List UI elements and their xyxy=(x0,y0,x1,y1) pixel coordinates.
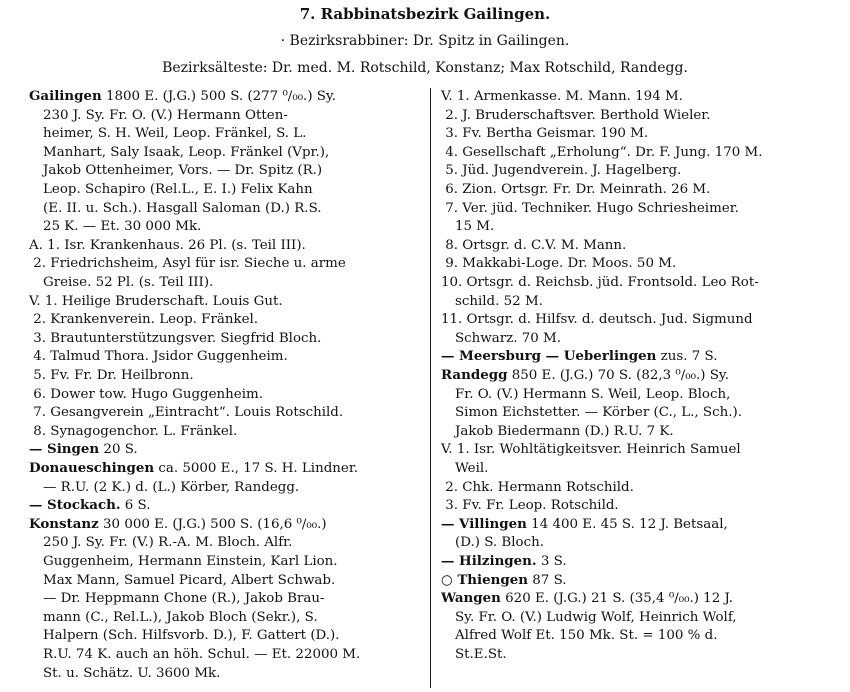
line-text: Manhart, Saly Isaak, Leop. Fränkel (Vpr.), xyxy=(43,144,330,160)
line-text: Jakob Biedermann (D.) R.U. 7 K. xyxy=(455,423,674,439)
text-line xyxy=(29,590,325,607)
text-line xyxy=(441,88,683,105)
place-name: — Villingen xyxy=(441,515,527,532)
text-line xyxy=(441,274,759,291)
line-text: Leop. Schapiro (Rel.L., E. I.) Felix Kahn xyxy=(43,182,313,197)
line-text: 3 S. xyxy=(536,554,567,569)
text-line xyxy=(29,367,194,384)
text-line xyxy=(29,609,318,626)
text-line xyxy=(441,237,626,254)
text-line xyxy=(441,125,648,142)
line-text: Schwarz. 70 M. xyxy=(455,330,561,346)
line-text: 20 S. xyxy=(99,442,138,458)
line-text: Fr. O. (V.) Hermann S. Weil, Leop. Bloch, xyxy=(455,386,731,402)
line-text: ca. 5000 E., 17 S. H. Lindner. xyxy=(154,461,359,476)
text-line xyxy=(441,590,733,607)
text-line xyxy=(29,534,292,551)
line-text: 15 M. xyxy=(455,219,495,235)
text-line xyxy=(441,609,737,626)
place-name: ○ Thiengen xyxy=(441,571,529,588)
place-name: — Meersburg — Ueberlingen xyxy=(441,348,657,365)
line-text: 6. Zion. Ortsgr. Fr. Dr. Meinrath. 26 M. xyxy=(441,182,711,197)
line-text: 2. J. Bruderschaftsver. Berthold Wieler. xyxy=(441,107,711,123)
text-line xyxy=(29,144,329,161)
line-text: 230 J. Sy. Fr. O. (V.) Hermann Otten- xyxy=(43,107,288,123)
text-line xyxy=(29,88,336,105)
line-text: 6 S. xyxy=(120,498,151,514)
place-name: — Hilzingen. xyxy=(441,553,537,569)
line-text: 3. Brautunterstützungsver. Siegfrid Bloch. xyxy=(29,330,322,346)
text-line xyxy=(29,125,306,142)
line-text: 7. Ver. jüd. Techniker. Hugo Schriesheimer. xyxy=(441,200,739,216)
text-line xyxy=(441,460,488,477)
line-text: Weil. xyxy=(455,461,489,476)
line-text: 25 K. — Et. 30 000 Mk. xyxy=(43,219,202,235)
text-line xyxy=(29,181,313,198)
line-text: Max Mann, Samuel Picard, Albert Schwab. xyxy=(43,572,336,588)
line-text: 250 J. Sy. Fr. (V.) R.-A. M. Bloch. Alfr. xyxy=(43,535,293,551)
text-line xyxy=(29,627,340,644)
line-text: 2. Chk. Hermann Rotschild. xyxy=(441,479,634,495)
place-name: Konstanz xyxy=(29,515,99,532)
text-line xyxy=(441,572,567,589)
text-line xyxy=(441,497,619,514)
line-text: V. 1. Isr. Wohltätigkeitsver. Heinrich Samuel xyxy=(441,442,741,458)
text-line xyxy=(29,200,322,217)
text-line xyxy=(29,293,283,310)
line-text: V. 1. Heilige Bruderschaft. Louis Gut. xyxy=(29,293,283,309)
line-text: St. u. Schätz. U. 3600 Mk. xyxy=(43,665,221,681)
text-line xyxy=(441,218,494,235)
text-line xyxy=(441,441,741,458)
text-line xyxy=(29,460,358,477)
line-text: St.E.St. xyxy=(455,647,507,662)
line-text: 6. Dower tow. Hugo Guggenheim. xyxy=(29,386,263,402)
line-text: A. 1. Isr. Krankenhaus. 26 Pl. (s. Teil III). xyxy=(29,237,306,253)
line-text: Guggenheim, Hermann Einstein, Karl Lion. xyxy=(43,554,338,569)
line-text: 30 000 E. (J.G.) 500 S. (16,6 ⁰/₀₀.) xyxy=(98,516,327,532)
text-line xyxy=(29,516,327,533)
text-line xyxy=(441,386,730,403)
text-line xyxy=(441,144,762,161)
text-line xyxy=(441,200,739,217)
text-line xyxy=(29,404,343,421)
district-rabbi-line: · Bezirksrabbiner: Dr. Spitz in Gailingen. xyxy=(280,33,570,49)
line-text: Jakob Ottenheimer, Vors. — Dr. Spitz (R.) xyxy=(43,163,323,179)
line-text: 5. Jüd. Jugendverein. J. Hagelberg. xyxy=(441,163,682,179)
line-text: Greise. 52 Pl. (s. Teil III). xyxy=(43,275,214,290)
text-line xyxy=(29,441,138,458)
text-line xyxy=(29,497,151,514)
text-line xyxy=(29,423,237,440)
line-text: zus. 7 S. xyxy=(656,349,718,365)
text-line xyxy=(29,274,213,291)
text-line xyxy=(29,107,288,124)
text-line xyxy=(441,311,753,328)
line-text: 2. Krankenverein. Leop. Fränkel. xyxy=(29,312,259,328)
text-line xyxy=(441,423,674,440)
line-text: 850 E. (J.G.) 70 S. (82,3 ⁰/₀₀.) Sy. xyxy=(507,368,729,383)
text-line xyxy=(29,237,306,254)
place-name: Gailingen xyxy=(29,88,102,104)
text-line xyxy=(29,386,263,403)
line-text: Sy. Fr. O. (V.) Ludwig Wolf, Heinrich Wolf, xyxy=(455,609,737,625)
line-text: (D.) S. Bloch. xyxy=(455,535,544,551)
text-line xyxy=(29,255,346,272)
text-line xyxy=(441,181,710,198)
text-line xyxy=(29,218,201,235)
line-text: 2. Friedrichsheim, Asyl für isr. Sieche u. arme xyxy=(29,256,346,272)
text-line xyxy=(441,534,544,551)
text-line xyxy=(441,255,676,272)
line-text: 1800 E. (J.G.) 500 S. (277 ⁰/₀₀.) Sy. xyxy=(101,89,337,104)
line-text: — R.U. (2 K.) d. (L.) Körber, Randegg. xyxy=(43,479,300,495)
text-line xyxy=(29,553,338,570)
line-text: 9. Makkabi-Loge. Dr. Moos. 50 M. xyxy=(441,256,677,272)
line-text: 4. Gesellschaft „Erholung“. Dr. F. Jung. 170 M. xyxy=(441,144,763,160)
line-text: heimer, S. H. Weil, Leop. Fränkel, S. L. xyxy=(43,126,307,142)
text-line xyxy=(441,330,561,347)
line-text: 87 S. xyxy=(528,572,567,588)
text-line xyxy=(29,479,299,496)
text-line xyxy=(441,348,717,365)
district-elders-line: Bezirksälteste: Dr. med. M. Rotschild, Konstanz; Max Rotschild, Randegg. xyxy=(162,60,688,76)
place-name: Wangen xyxy=(441,590,501,607)
line-text: 3. Fv. Fr. Leop. Rotschild. xyxy=(441,498,619,514)
text-line xyxy=(29,646,360,663)
text-line xyxy=(29,572,335,589)
line-text: — Dr. Heppmann Chone (R.), Jakob Brau- xyxy=(43,591,325,607)
text-line xyxy=(441,553,567,570)
text-line xyxy=(441,367,729,384)
line-text: 8. Synagogenchor. L. Fränkel. xyxy=(29,423,238,439)
line-text: Halpern (Sch. Hilfsvorb. D.), F. Gattert (D.). xyxy=(43,628,340,644)
line-text: Alfred Wolf Et. 150 Mk. St. = 100 % d. xyxy=(455,628,718,644)
text-line xyxy=(441,162,681,179)
line-text: 14 400 E. 45 S. 12 J. Betsaal, xyxy=(526,516,728,532)
place-name: Donaueschingen xyxy=(29,460,155,476)
line-text: 10. Ortsgr. d. Reichsb. jüd. Frontsold. Leo Rot- xyxy=(441,275,759,290)
text-line xyxy=(29,162,322,179)
text-line xyxy=(441,404,742,421)
line-text: mann (C., Rel.L.), Jakob Bloch (Sekr.), S. xyxy=(43,609,318,625)
text-line xyxy=(29,311,258,328)
line-text: (E. II. u. Sch.). Hasgall Saloman (D.) R.S. xyxy=(43,200,322,216)
place-name: — Singen xyxy=(29,441,100,458)
line-text: 8. Ortsgr. d. C.V. M. Mann. xyxy=(441,237,627,253)
text-line xyxy=(441,627,717,644)
text-line xyxy=(441,516,728,533)
line-text: R.U. 74 K. auch an höh. Schul. — Et. 22000 M. xyxy=(43,647,361,662)
place-name: — Stockach. xyxy=(29,497,121,514)
text-line xyxy=(441,293,543,310)
text-line xyxy=(29,665,220,682)
line-text: 7. Gesangverein „Eintracht“. Louis Rotschild. xyxy=(29,405,344,421)
line-text: 5. Fv. Fr. Dr. Heilbronn. xyxy=(29,368,194,383)
line-text: 620 E. (J.G.) 21 S. (35,4 ⁰/₀₀.) 12 J. xyxy=(500,591,734,607)
text-line xyxy=(441,646,507,663)
line-text: Simon Eichstetter. — Körber (C., L., Sch.). xyxy=(455,405,742,421)
line-text: 3. Fv. Bertha Geismar. 190 M. xyxy=(441,126,649,142)
page-title: 7. Rabbinatsbezirk Gailingen. xyxy=(299,5,551,23)
place-name: Randegg xyxy=(441,367,508,383)
line-text: schild. 52 M. xyxy=(455,293,543,309)
text-line xyxy=(441,479,634,496)
text-line xyxy=(29,330,321,347)
column-divider xyxy=(430,88,431,688)
text-line xyxy=(441,107,710,124)
line-text: 11. Ortsgr. d. Hilfsv. d. deutsch. Jud. Sigmund xyxy=(441,312,753,328)
text-line xyxy=(29,348,288,365)
line-text: V. 1. Armenkasse. M. Mann. 194 M. xyxy=(441,89,683,104)
line-text: 4. Talmud Thora. Jsidor Guggenheim. xyxy=(29,349,288,365)
